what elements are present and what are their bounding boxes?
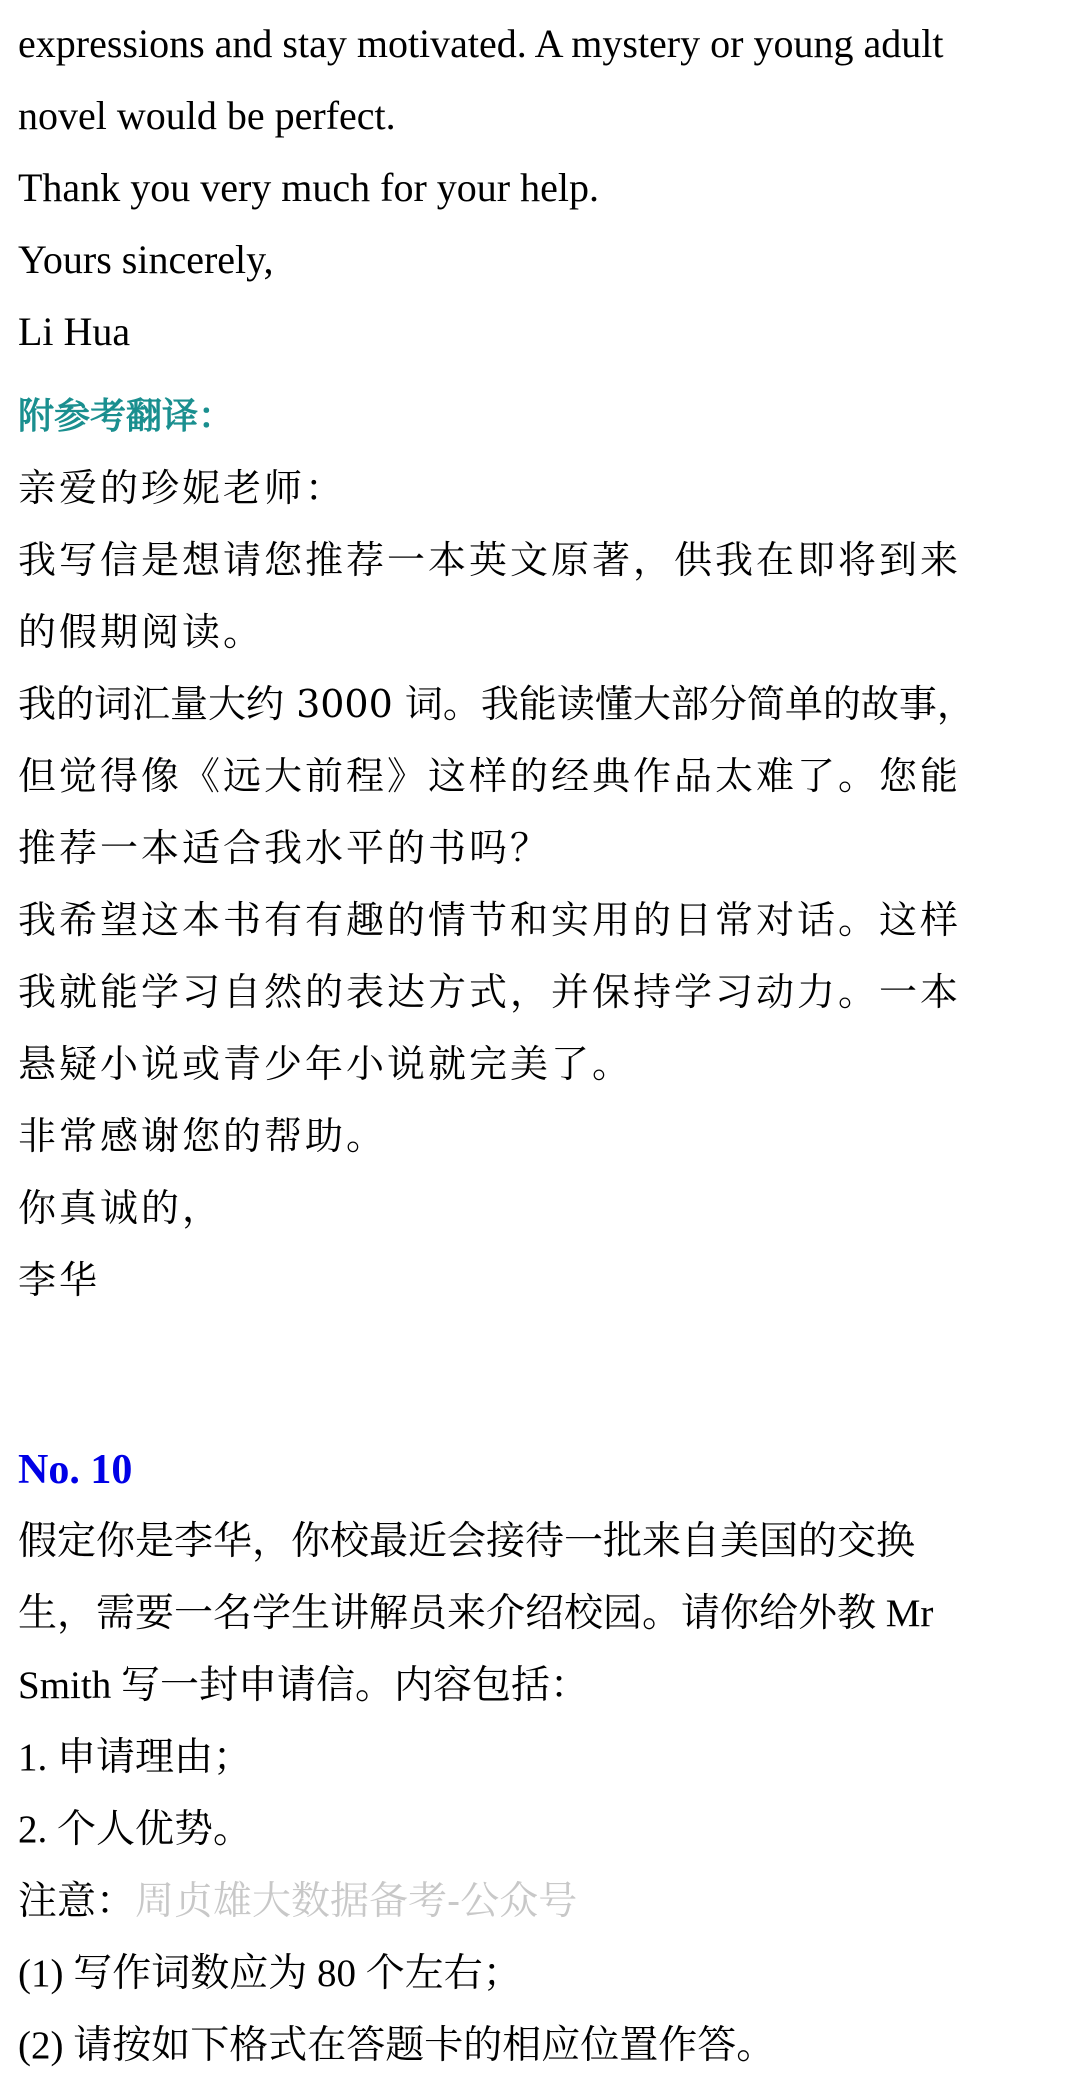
translation-line: 推荐一本适合我水平的书吗？ (18, 826, 552, 870)
task-rule: (1) 写作词数应为 80 个左右； (18, 1952, 522, 1995)
letter-closing: Yours sincerely, (18, 237, 274, 282)
letter-line: expressions and stay motivated. A mystery or young adult (18, 21, 944, 66)
task-line: 假定你是李华，你校最近会接待一批来自美国的交换 (18, 1520, 916, 1563)
translation-line: 非常感谢您的帮助。 (18, 1114, 388, 1158)
translation-line: 我希望这本书有有趣的情节和实用的日常对话。这样 (18, 898, 962, 942)
translation-line: 亲爱的珍妮老师： (18, 466, 347, 510)
letter-line: Thank you very much for your help. (18, 165, 599, 210)
note-line (18, 1866, 1063, 1938)
letter-line: novel would be perfect. (18, 93, 396, 138)
task-line: Smith 写一封申请信。内容包括： (18, 1664, 589, 1707)
task-point: 2. 个人优势。 (18, 1808, 253, 1851)
task-number: No. 10 (18, 1447, 133, 1493)
task-rule: (2) 请按如下格式在答题卡的相应位置作答。 (18, 2024, 776, 2067)
translation-line: 但觉得像《远大前程》这样的经典作品太难了。您能 (18, 754, 962, 798)
task-point: 1. 申请理由； (18, 1736, 253, 1779)
translation-heading: 附参考翻译： (18, 395, 235, 437)
letter-signature: Li Hua (18, 309, 131, 354)
translation-line: 我写信是想请您推荐一本英文原著，供我在即将到来 (18, 538, 962, 582)
translation-line: 我的词汇量大约 3000 词。我能读懂大部分简单的故事， (18, 682, 975, 726)
task-line: 生，需要一名学生讲解员来介绍校园。请你给外教 Mr (18, 1592, 934, 1635)
translation-line: 我就能学习自然的表达方式，并保持学习动力。一本 (18, 970, 962, 1014)
watermark-text: 周贞雄大数据备考-公众号 (135, 1879, 578, 1924)
translation-line: 李华 (18, 1258, 101, 1302)
document-page (18, 0, 1063, 2082)
translation-line: 你真诚的， (18, 1186, 224, 1230)
note-label: 注意： (18, 1880, 136, 1923)
translation-line: 的假期阅读。 (18, 610, 265, 654)
translation-line: 悬疑小说或青少年小说就完美了。 (18, 1042, 634, 1086)
